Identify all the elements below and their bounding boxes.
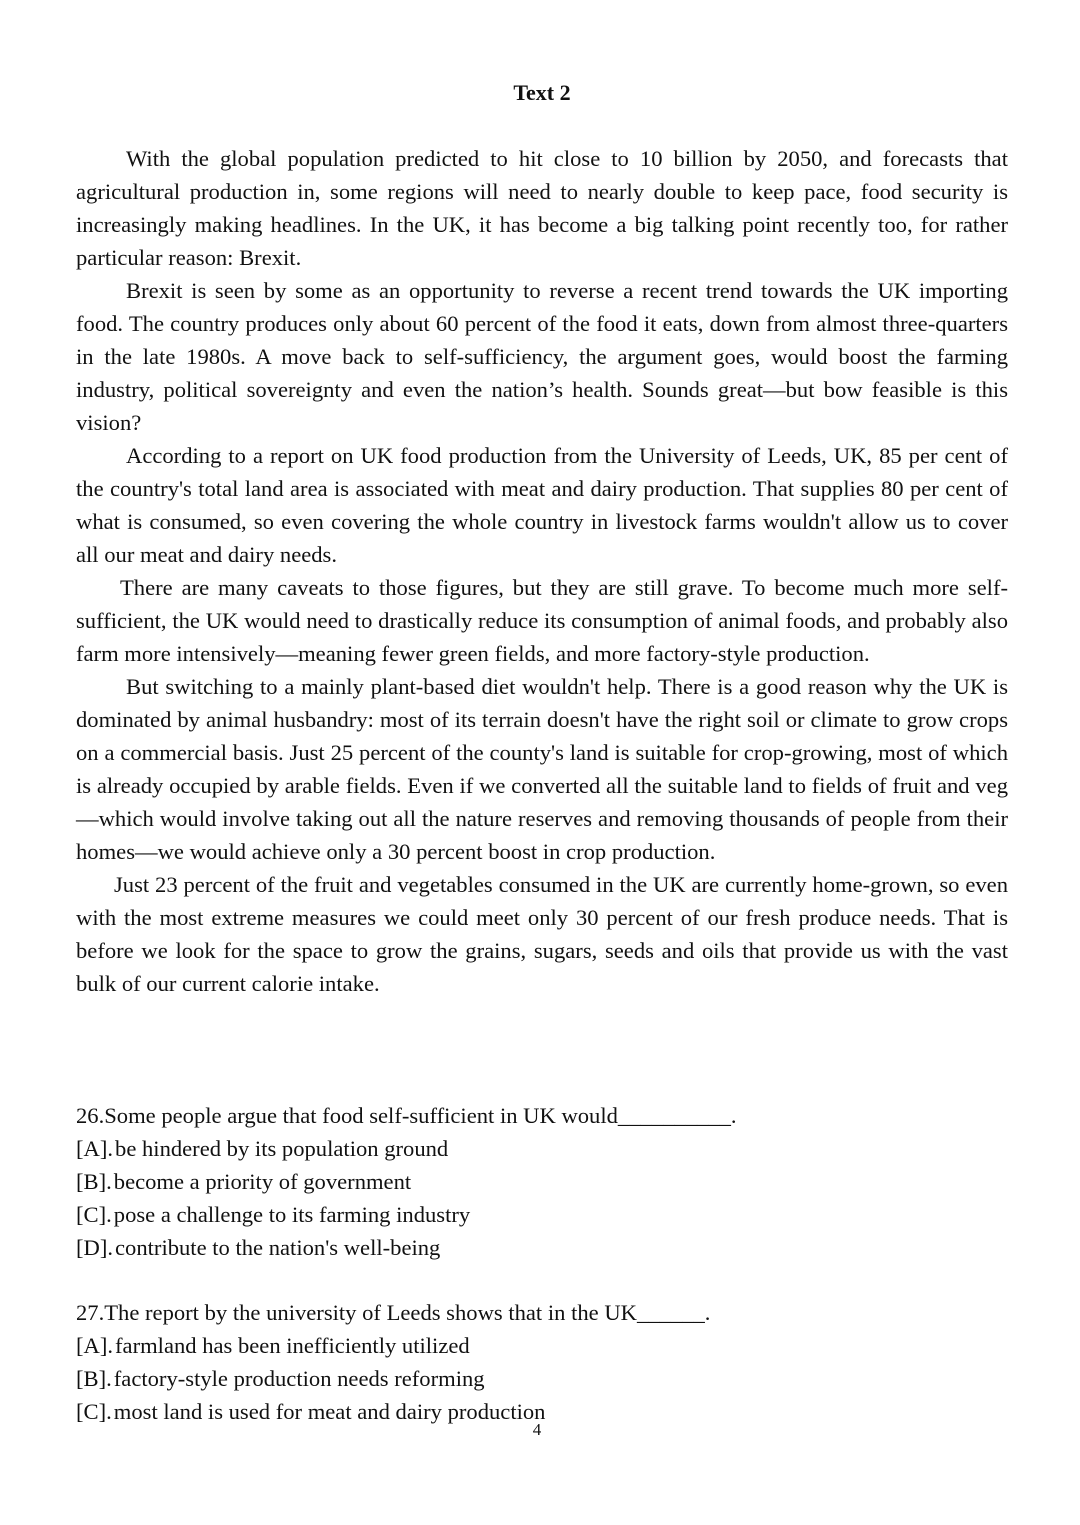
question-26 (76, 1099, 1008, 1264)
option-c[interactable] (76, 1198, 1008, 1231)
option-d[interactable] (76, 1231, 1008, 1264)
option-text: factory-style production needs reforming (113, 1366, 485, 1391)
paragraph-5: But switching to a mainly plant-based diet wouldn't help. There is a good reason why the UK is dominated by animal husbandry: most of its terrain doesn't have the right soil or climate to grow crops on a commercial basis. Just 25 percent of the county's land is suitable for crop-growing, most of which is already occupied by arable fields. Even if we converted all the suitable land to fields of fruit and veg—which would involve taking out all the nature reserves and removing thousands of people from their homes—we would achieve only a 30 percent boost in crop production. (76, 674, 1008, 864)
option-a[interactable] (76, 1329, 1008, 1362)
option-a[interactable] (76, 1132, 1008, 1165)
option-b[interactable] (76, 1165, 1008, 1198)
option-text: farmland has been inefficiently utilized (115, 1333, 470, 1358)
paragraph-2: Brexit is seen by some as an opportunity to reverse a recent trend towards the UK importing food. The country produces only about 60 percent of the food it eats, down from almost three-quarters in the late 1980s. A move back to self-sufficiency, the argument goes, would boost the farming industry, political sovereignty and even the nation’s health. Sounds great—but bow feasible is this vision? (76, 278, 1008, 435)
question-27 (76, 1296, 1008, 1428)
paragraph-6: Just 23 percent of the fruit and vegetables consumed in the UK are currently home-grown, so even with the most extreme measures we could meet only 30 percent of our fresh produce needs. That is before we look for the space to grow the grains, sugars, seeds and oils that provide us with the vast bulk of our current calorie intake. (76, 872, 1008, 996)
option-letter: [B]. (76, 1169, 112, 1194)
reading-passage (76, 142, 1008, 1000)
option-text: pose a challenge to its farming industry (113, 1202, 471, 1227)
paragraph-3: According to a report on UK food production from the University of Leeds, UK, 85 per cent of the country's total land area is associated with meat and dairy production. That supplies 80 per cent of what is consumed, so even covering the whole country in livestock farms wouldn't allow us to cover all our meat and dairy needs. (76, 443, 1008, 567)
option-text: most land is used for meat and dairy production (113, 1399, 546, 1424)
question-stem: 26.Some people argue that food self-sufficient in UK would__________. (76, 1103, 737, 1128)
option-letter: [A]. (76, 1333, 114, 1358)
option-letter: [B]. (76, 1366, 112, 1391)
option-text: contribute to the nation's well-being (115, 1235, 441, 1260)
option-text: be hindered by its population ground (115, 1136, 449, 1161)
option-letter: [C]. (76, 1399, 112, 1424)
paragraph-1: With the global population predicted to hit close to 10 billion by 2050, and forecasts that agricultural production in, some regions will need to nearly double to keep pace, food security is increasingly making headlines. In the UK, it has become a big talking point recently too, for rather particular reason: Brexit. (76, 146, 1008, 270)
page-number: 4 (532, 1420, 542, 1439)
option-letter: [A]. (76, 1136, 114, 1161)
option-text: become a priority of government (113, 1169, 412, 1194)
option-letter: [D]. (76, 1235, 114, 1260)
option-letter: [C]. (76, 1202, 112, 1227)
paragraph-4: There are many caveats to those figures, but they are still grave. To become much more self-sufficient, the UK would need to drastically reduce its consumption of animal foods, and probably also farm more intensively—meaning fewer green fields, and more factory-style production. (76, 575, 1008, 666)
option-b[interactable] (76, 1362, 1008, 1395)
section-title: Text 2 (513, 80, 571, 105)
question-stem: 27.The report by the university of Leeds shows that in the UK______. (76, 1300, 711, 1325)
